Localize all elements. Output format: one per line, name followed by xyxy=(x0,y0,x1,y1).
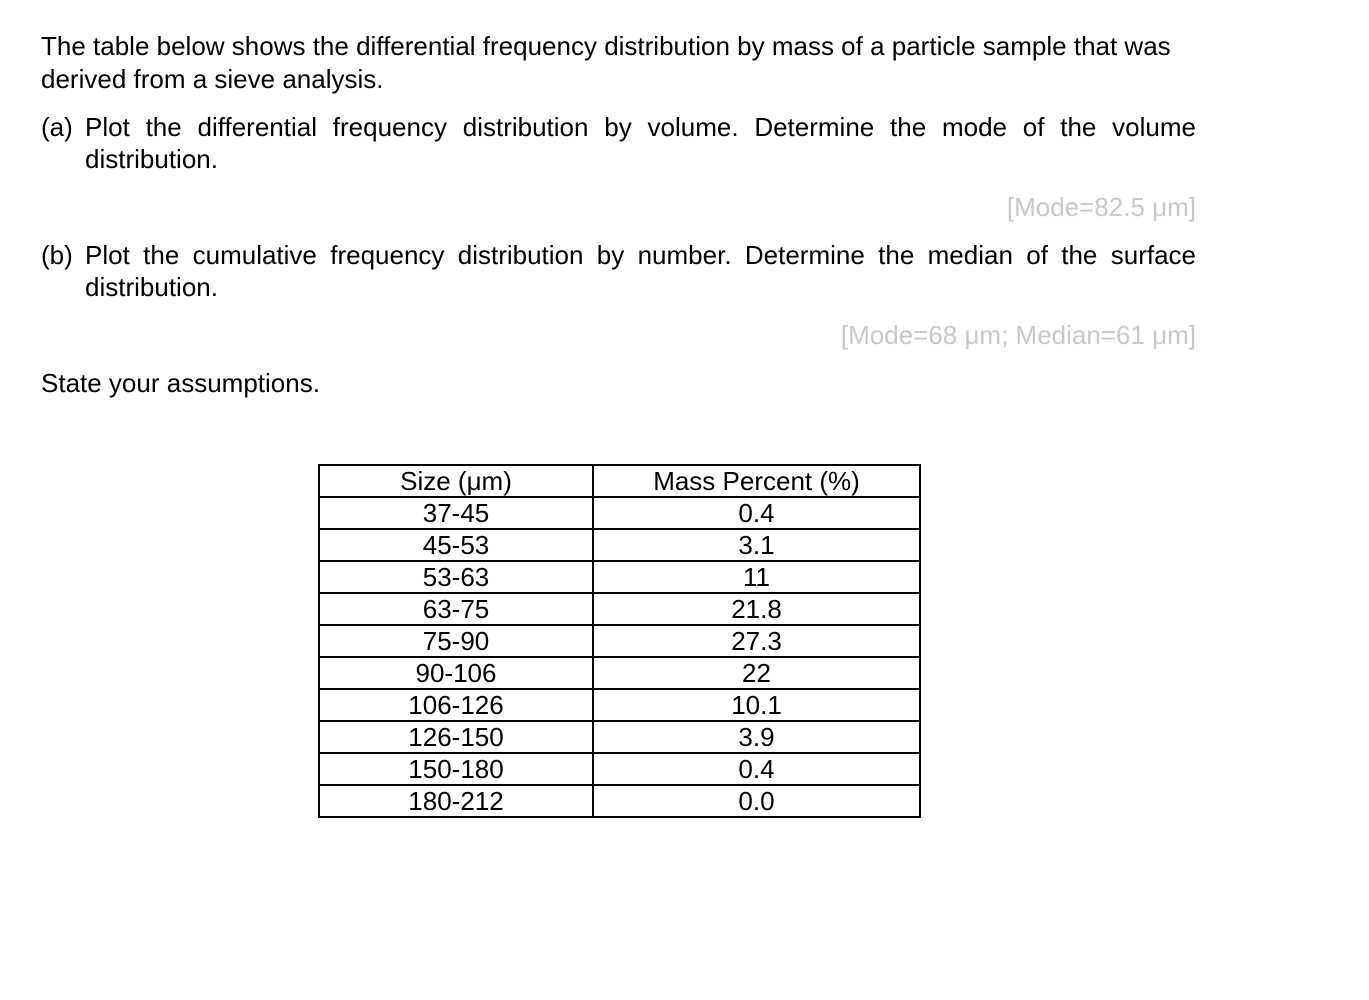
table-row xyxy=(319,593,920,625)
mass-percent-cell: 21.8 xyxy=(593,593,920,625)
question-a xyxy=(41,111,1196,175)
table-row xyxy=(319,561,920,593)
question-b-answer: [Mode=68 μm; Median=61 μm] xyxy=(840,320,1196,350)
mass-percent-cell: 3.9 xyxy=(593,721,920,753)
size-cell: 106-126 xyxy=(319,689,593,721)
problem-text xyxy=(41,30,1196,399)
intro-paragraph: The table below shows the differential frequency distribution by mass of a particle sample that was derived from a sieve analysis. xyxy=(41,31,1171,94)
table-row xyxy=(319,785,920,817)
table-row xyxy=(319,625,920,657)
question-a-text: Plot the differential frequency distribution by volume. Determine the mode of the volume distribution. xyxy=(85,112,1196,174)
question-a-answer: [Mode=82.5 μm] xyxy=(1006,192,1196,222)
table-row xyxy=(319,497,920,529)
size-cell: 150-180 xyxy=(319,753,593,785)
mass-percent-cell: 27.3 xyxy=(593,625,920,657)
size-cell: 45-53 xyxy=(319,529,593,561)
mass-percent-cell: 22 xyxy=(593,657,920,689)
question-b-label: (b) xyxy=(41,240,73,270)
question-a-label: (a) xyxy=(41,112,73,142)
size-distribution-table xyxy=(318,464,921,818)
table-row xyxy=(319,657,920,689)
size-cell: 180-212 xyxy=(319,785,593,817)
question-b xyxy=(41,239,1196,303)
size-cell: 126-150 xyxy=(319,721,593,753)
mass-percent-column-header: Mass Percent (%) xyxy=(593,465,920,497)
table-row xyxy=(319,753,920,785)
size-cell: 90-106 xyxy=(319,657,593,689)
mass-percent-cell: 0.4 xyxy=(593,497,920,529)
table-row xyxy=(319,529,920,561)
mass-percent-cell: 11 xyxy=(593,561,920,593)
assumptions-text: State your assumptions. xyxy=(41,368,320,398)
size-cell: 75-90 xyxy=(319,625,593,657)
mass-percent-cell: 0.4 xyxy=(593,753,920,785)
table-row xyxy=(319,721,920,753)
mass-percent-cell: 10.1 xyxy=(593,689,920,721)
size-cell: 63-75 xyxy=(319,593,593,625)
size-column-header: Size (μm) xyxy=(319,465,593,497)
mass-percent-cell: 0.0 xyxy=(593,785,920,817)
question-b-text: Plot the cumulative frequency distribution by number. Determine the median of the surface distribution. xyxy=(85,240,1196,302)
mass-percent-cell: 3.1 xyxy=(593,529,920,561)
size-cell: 53-63 xyxy=(319,561,593,593)
table-header-row xyxy=(319,465,920,497)
table-row xyxy=(319,689,920,721)
size-cell: 37-45 xyxy=(319,497,593,529)
